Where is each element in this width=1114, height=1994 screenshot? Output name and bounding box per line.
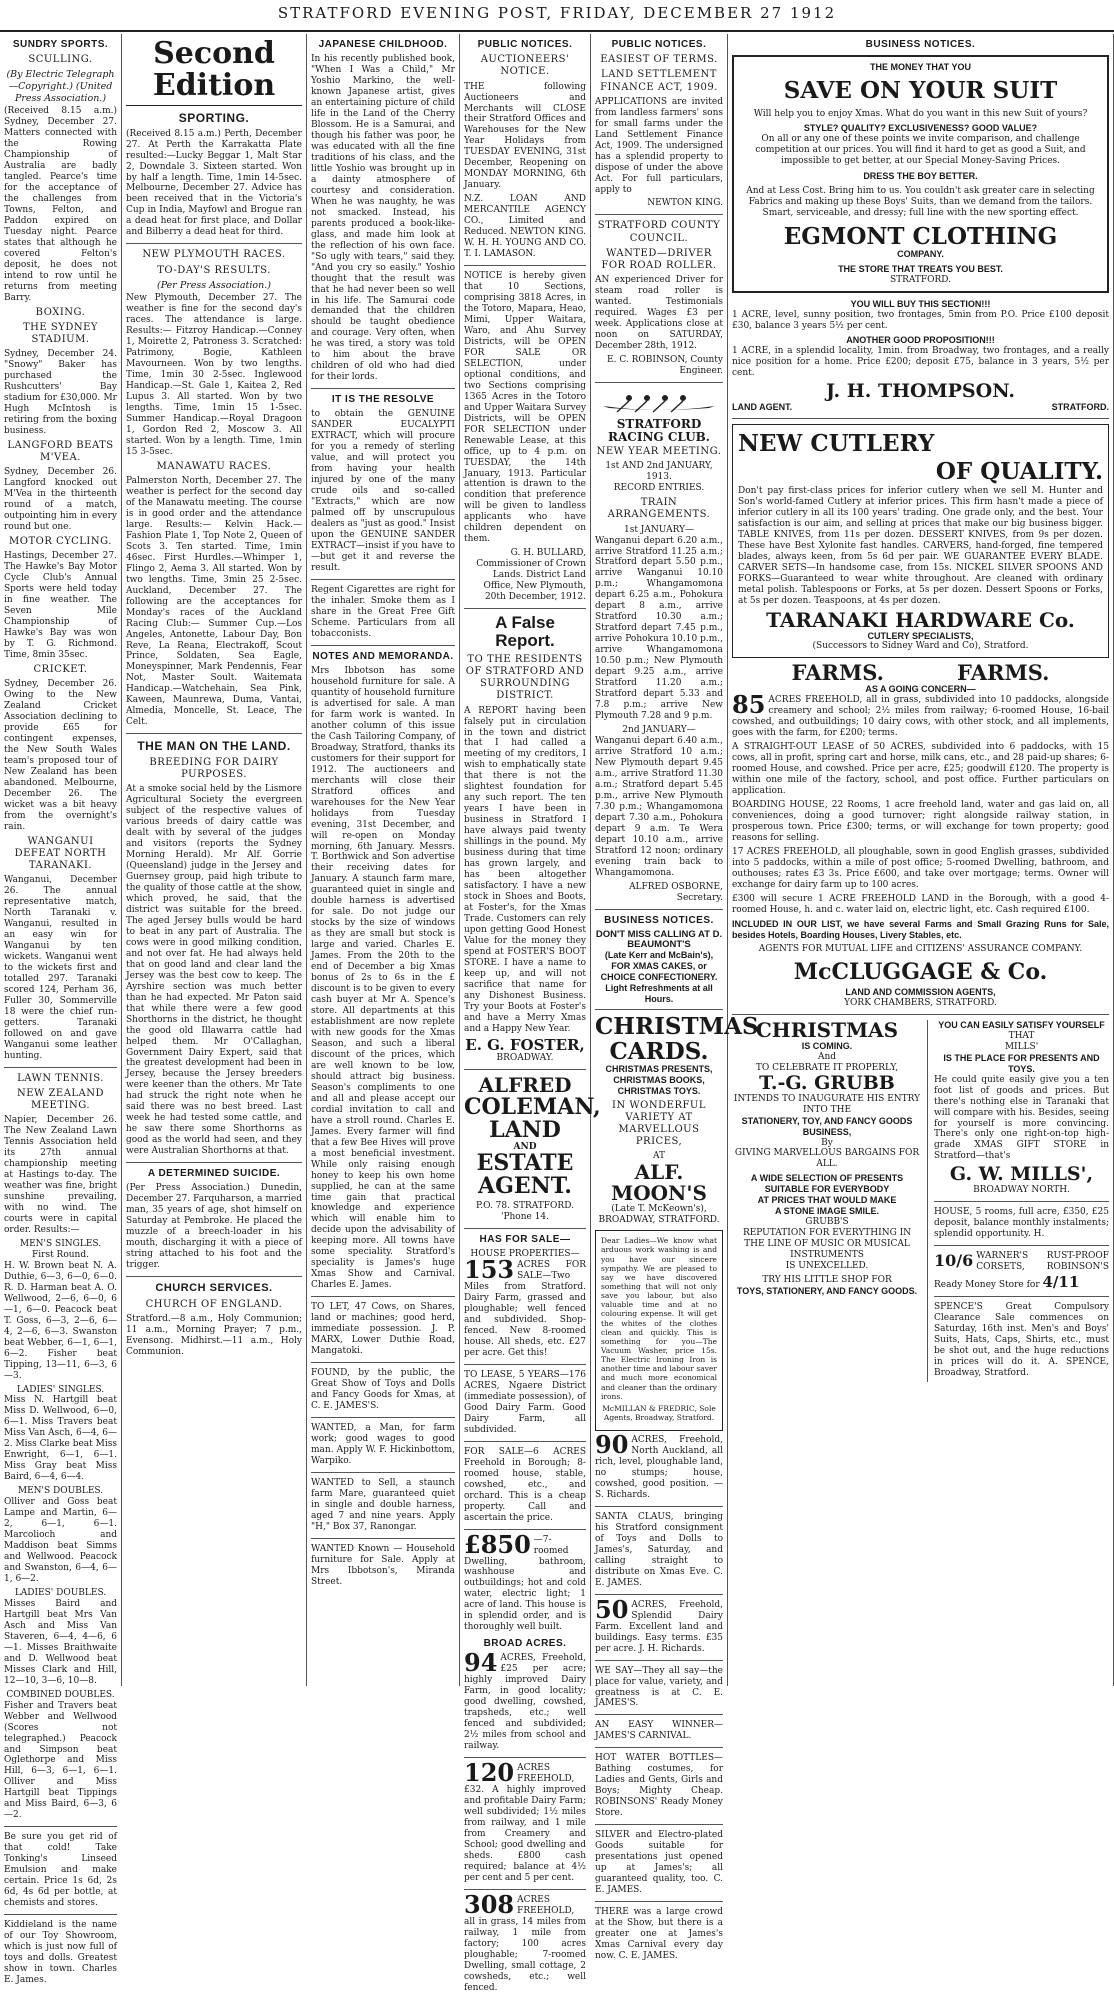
divider: [595, 1747, 723, 1748]
listing-text: ACRES, Freehold, Splendid Dairy Farm. Excellent land and buildings. Easy terms. £35 per acre. J. H. Richards.: [595, 1599, 723, 1654]
advert-body: IS THE PLACE FOR PRESENTS AND TOYS.: [943, 1052, 1100, 1074]
advert-kicker: AS A GOING CONCERN—: [865, 684, 976, 695]
advert-body: A STONE IMAGE SMILE.: [774, 1206, 879, 1217]
advert-kicker: DRESS THE BOY BETTER.: [863, 171, 978, 182]
listing-number: 90: [595, 1430, 629, 1460]
classified-ad: WANTED, a Man, for farm work; good wages to good man. Apply W. F. Hickinbottom, Warpiko.: [311, 1422, 455, 1466]
subheading: MANAWATU RACES.: [156, 460, 272, 472]
advert-body: 1 ACRE, in a splendid locality, 1min. from Broadway, two frontages, and a really nice position for a home. Price £200; deposit £75, balance in 3 years, 5½ per cent.: [732, 345, 1109, 378]
article-body: At a smoke social held by the Lismore Agricultural Society the evergreen subject of the respective values of various breeds of dairy cattle was dealt with by several of the judges and visitors (reports the Sydney Morning Herald). Mr Alf. Gorrie (Queensland) judge in the Jersey and Guernsey group, paid high tribute to the quality of those cattle at the show, which proved, he said, that the district was suitable for the breed. The aged Jersey bulls would be hard to beat in any part of Australia. The cows were in good milking condition, and not over fat. He had always held that on good land and clear land the Jersey was the best cow to keep. The Ayrshire section was much better than he had expected. Mr Paton said that while there were a few good Shorthorns in the district, he thought the good old Illawarra cattle had helped them. Mr O'Callaghan, Government Dairy Expert, said that the greatest development had been in Jersey, because the Jersey breeders were keener than the others. Mr Tate had struck the right note when he said there was no best breed. Last week he had tested some cattle, and he saw there some Shorthorns as good as the world had seen, and they were Australian Shorthorns at that.: [126, 784, 302, 1157]
classified-ad: TO LET, 47 Cows, on Shares, land or machines; good herd, immediate possession. J. P. MARX, Lower Duthie Road, Mangatoki.: [311, 1302, 455, 1357]
column-business-notices: [728, 34, 1114, 1686]
article-body: Mrs Ibbotson has some household furniture for sale. A quantity of household furniture is advertised for sale. A man for farm work is wanted. In another column of this issue the Cash Tailoring Company, of Broadway, Stratford, thanks its customers for their support for 1912. The auctioneers and merchants will close their Stratford offices and warehouses for the New Year holidays from Tuesday evening, 31st December, and will re-open on Monday morning, 6th January. Messrs. T. Borthwick and Son advertise their receiving dates for January. A staunch farm mare, guaranteed quiet in single and double harness is advertised for sale. Do not judge our stocks by the size of windows as they are small but stock is large and varied. Charles E. James. From the 20th to the end of December a big Xmas bonus of 2s to 6s in the £ discount is to be given to every cash buyer at Mr A. Spence's store. All departments at this establishment are now replete with new goods for the Xmas Season, and such a liberal discount of the prices, which are well known to be low, should attract big business. Season's compliments to one and all and please accept our cordial invitation to call and have a stroll round. Charles E. James. Every farmer will find that a few Bee Hives will prove a most beneficial investment. While only raising enough honey to keep his own home supplied, he can at the same time gain that practical knowledge and experience which will enable him to decide upon the advisability of keeping more. All towns have some speciality. Stratford's speciality is James's huge Xmas Show and Carnival. Charles E. James.: [311, 666, 455, 1291]
results-body: Miss N. Hartgill beat Miss D. Wellwood, 6—0, 6—1. Miss Travers beat Miss Van Asch, 6—4, 6—2. Miss Clarke beat Miss Enwright, 6—1, 6—1. Miss Gray beat Miss Baird, 6—4, 6—4.: [4, 1395, 117, 1483]
results-heading: LADIES' SINGLES.: [16, 1384, 105, 1395]
timetable-body: Wanganui depart 6.20 a.m., arrive Stratford 11.25 a.m.; Stratford depart 5.50 p.m., arrive Wanganui 10.10 p.m.; Whangamomona depart 6.25 a.m., Pohokura depart 8 a.m., arrive Stratford 10.30 a.m.; Stratford depart 7.45 p.m., arrive Pohokura 10.10 p.m., arrive Whangamomona 10.50 p.m.; New Plymouth depart 9.25 a.m., arrive Stratford 11.20 a.m.; Stratford depart 5.33 and 7.8 p.m.; arrive New Plymouth 7.28 and 9 p.m.: [595, 535, 723, 722]
subheading: HOUSE PROPERTIES—: [470, 1249, 580, 1260]
advert-body: A REPORT having been falsely put in circulation in the town and district that I had called a meeting of my creditors, I wish to emphatically state that there is not the slightest foundation for any such report. The ten years I have been in business in Stratford I have always paid twenty shillings in the pound. My business during that time has grown largely, and has been altogether satisfactory. I have a new stock in Shoes and Boots, at Foster's, for the Xmas Trade. Customers can rely upon getting Good Honest Value for the money they spend at FOSTER'S BOOT STORE. I have a name to keep up, and will not sacrifice that name for any Dishonest Business. Try your Boots at Foster's and have a Merry Xmas and a Happy New Year.: [464, 705, 586, 1034]
advert-address: BROADWAY NORTH.: [973, 1185, 1070, 1196]
results-heading: COMBINED DOUBLES.: [6, 1689, 115, 1700]
advert-body: AGENTS FOR MUTUAL LIFE and CITIZENS' ASSURANCE COMPANY.: [758, 943, 1083, 954]
advert-name: EGMONT CLOTHING: [783, 223, 1058, 251]
advert-name: TARANAKI HARDWARE Co.: [766, 607, 1075, 632]
results-body: H. W. Brown beat N. A. Duthie, 6—3, 6—0, 6—0. R. D. Harman beat A. O. Wellwood, 2—6, 6—0, 6—1, 6—0. Peacock beat T. Goss, 6—3, 2—6, 6—4, 2—6, 6—3. Swanston beat Webber, 6—1, 6—1, 6—2. Fisher beat Tipping, 13—11, 6—3, 6—3.: [4, 1260, 117, 1381]
timetable-body: Wanganui depart 6.40 a.m., arrive Stratford 10 a.m.; New Plymouth depart 9.45 a.m., arrive Stratford 11.30 a.m.; Stratford depart 5.45 p.m., arrive New Plymouth 7.30 p.m.; Whangamomona depart 7.30 a.m., Pohokura depart 9 a.m. Te Wera depart 10.10 a.m., arrive Stratford 12 noon; ordinary evening train back to Whangamomona.: [595, 735, 723, 878]
advert-body: IN WONDERFUL VARIETY AT MARVELLOUS PRICES,: [612, 1099, 706, 1148]
subheading: LANGFORD BEATS M'VEA.: [7, 439, 114, 464]
listing-number: 50: [595, 1594, 629, 1624]
notice-signature: E. C. ROBINSON, County Engineer.: [607, 354, 723, 376]
column-japanese-childhood: [307, 34, 460, 1686]
listing-text: ACRES FOR SALE—Two Miles from Stratford. Dairy Farm, grassed and ploughable; well fenced and subdivided. Shop-fenced. New 8-roomed house. All sheds, etc. £27 per acre. Get this!: [464, 1260, 586, 1358]
advert-footer: [732, 402, 1109, 413]
results-body: Misses Baird and Hartgill beat Mrs Van Asch and Miss Van Staveren, 6—4, 4—6, 6—1. Misses Braithwaite and D. Wellwood beat Misses Clark and Hill, 12—10, 3—6, 10—8.: [4, 1598, 117, 1686]
divider: [464, 1441, 586, 1442]
advert-name: G. W. MILLS',: [949, 1163, 1094, 1186]
racing-club-title: STRATFORD RACING CLUB.: [608, 416, 710, 444]
section-heading: CHURCH SERVICES.: [155, 1282, 273, 1295]
article-body: Sydney, December 26. Langford knocked out M'Vea in the thirteenth round of a match, outpointing him in every round but one.: [4, 467, 117, 533]
subheading: STRATFORD COUNTY COUNCIL.: [597, 220, 721, 244]
advert-body: to obtain the GENUINE SANDER EUCALYPTI EXTRACT, which will procure for you a remedy of sterling value, and will protect you from having your health injured by one of the many crude oils and so-called "Extracts," which are now palmed off by unscrupulous dealers as "just as good." Insist upon the GENUINE SANDER EXTRACT—insist if you have to—but get it and reverse the result.: [311, 409, 455, 573]
classified-ad: HOUSE, 5 rooms, full acre, £350, £25 deposit, balance monthly instalments; splendid opportunity. H.: [934, 1207, 1109, 1240]
results-heading: MEN'S SINGLES.: [19, 1238, 102, 1249]
advert-headline: A False Report.: [495, 613, 555, 650]
divider: [464, 1228, 586, 1229]
bottom-ads-row: [732, 1017, 1109, 1382]
section-heading: PUBLIC NOTICES.: [611, 39, 707, 50]
divider: [464, 1364, 586, 1365]
corset-ad: [934, 1251, 1109, 1291]
advert-kicker: ANOTHER GOOD PROPOSITION!!!: [846, 334, 995, 345]
divider: [126, 243, 302, 244]
listing-number: 153: [464, 1255, 515, 1285]
listing-text: WARNER'S RUST-PROOF CORSETS, ROBINSON'S Ready Money Store for: [934, 1251, 1109, 1291]
article-body: Wanganui, December 26. The annual representative match, North Taranaki v. Wanganui, resulted in an easy win for Wanganui by ten wickets. Wanganui went to the wickets first and totalled 297. Taranaki scored 124, Perham 36, Fuller 30, Sommerville 18 were the chief run-getters. Taranaki followed on and gave Wanganui some leather hunting.: [4, 875, 117, 1061]
divider: [126, 733, 302, 734]
advert-kicker: YOU CAN EASILY SATISFY YOURSELF: [938, 1019, 1105, 1030]
notice-body: NOTICE is hereby given that 10 Sections, comprising 3818 Acres, in the Totoro, Mapara, Heao, Mimi, Upper Waitara, Waro, and Ahu Survey Districts, will be OPEN FOR SALE OR SELECTION, under optional conditions, and two Sections comprising 1365 Acres in the Totoro and Upper Waitara Survey Districts, will be OPEN FOR SELECTION under Renewable Lease, at this office, up to 4 p.m. on TUESDAY, the 14th January, 1913. Particular attention is drawn to the condition that preference will be given to landless applicants who have children dependent on them.: [464, 271, 586, 545]
source-line: (Per Press Association.): [157, 279, 271, 291]
divider: [126, 1162, 302, 1163]
listing-number: 10/6: [934, 1251, 974, 1271]
subheading: WANTED—DRIVER FOR ROAD ROLLER.: [601, 247, 717, 271]
section-heading: BUSINESS NOTICES.: [865, 39, 976, 50]
meeting-dates: 1st AND 2nd JANUARY, 1913.: [605, 461, 713, 483]
divider: [595, 1506, 723, 1507]
classified-ad: HOT WATER BOTTLES—Bathing costumes, for Ladies and Gents, Girls and Boys; Mighty Cheap. ROBINSONS' Ready Money Store.: [595, 1753, 723, 1819]
advert-body: STATIONERY, TOY, AND FANCY GOODS BUSINESS,: [741, 1115, 913, 1137]
results-heading: MEN'S DOUBLES.: [17, 1486, 104, 1497]
advert-body: He could quite easily give you a ten foot list of goods and prices. But there's nothing else in Taranaki that will compare with his. Besides, seeing for yourself is more convincing. There's only one right-on-top high-grade XMAS GIFT STORE in Stratford—that's: [934, 1074, 1109, 1162]
advert-body: TOYS, STATIONERY, AND FANCY GOODS.: [736, 1286, 918, 1297]
divider: [595, 214, 723, 215]
notice-body: AN experienced Driver for steam road roller is wanted. Testimonials required. Wages £3 per week. Applications close at noon on SATURDAY, December 28th, 1912.: [595, 275, 723, 351]
subheading: WANGANUI DEFEAT NORTH TARANAKI.: [14, 835, 107, 872]
article-body: Palmerston North, December 27. The weather is perfect for the second day of the Manawatu meeting. The course is in good order and the attendance large. Results:— Kelvin Hack.—Fashion Plate 1, Top Note 2, Queen of Scots 3. Ten started. Time, 1min 46sec. First Hurdles.—Whimper 1, Flingo 2, Aema 3. All started. Won by two lengths. Time, 3min 25 2-5sec. Auckland, December 27. The following are the acceptances for Monday's races of the Auckland Racing Club:— Summer Cup.—Los Angeles, Antonette, Labour Day, Bon Reve, La Reana, Electrakoff, Scout Prince, Soldaten, Sea Eagle, Moneyspinner, Mark Pendennis, Fear Not, Master Soult. Waitemata Handicap.—Watchehain, Sea Pink, Kaween, Maunrewa, Duma, Vantai, Almedia, Moncelle, St. Leace, The Celt.: [126, 475, 302, 728]
divider: [595, 1824, 723, 1825]
results-heading: LADIES' DOUBLES.: [14, 1587, 107, 1598]
section-heading: BROAD ACRES.: [483, 1638, 567, 1650]
cutlery-advert-box: [732, 424, 1109, 659]
edition-title: Second Edition: [126, 38, 302, 106]
divider: [311, 1538, 455, 1539]
divider: [126, 1276, 302, 1277]
advert-body: GRUBB'S: [805, 1217, 849, 1228]
subheading: TRAIN ARRANGEMENTS.: [607, 497, 711, 521]
advert-body: INTENDS TO INAUGURATE HIS ENTRY INTO THE: [733, 1093, 921, 1115]
coleman-line: ALFRED: [478, 1073, 572, 1098]
advert-body: CHRISTMAS PRESENTS, CHRISTMAS BOOKS, CHRISTMAS TOYS.: [605, 1063, 713, 1096]
listing-text: INCLUDED IN OUR LIST, we have several Farms and Small Grazing Runs for Sale, besides Hotels, Boarding Houses, Livery Stables, etc.: [732, 918, 1109, 940]
article-body: Hastings, December 27. The Hawke's Bay Motor Cycle Club's Annual Sports were held today in fine weather. The Seven Mile Championship of Hawke's Bay was won by T. G. Richmond. Time, 8min 35sec.: [4, 551, 117, 660]
advert-address: (Successors to Sidney Ward and Co), Stratford.: [812, 641, 1029, 652]
article-body: Sydney, December 26. Owing to the New Zealand Cricket Association declining to provide £65 for contingent expenses, the New South Wales team's proposed tour of New Zealand has been abandoned. Melbourne, December 26. The wicket was a bit heavy from the overnight's rain.: [4, 679, 117, 832]
timetable-date: 1st JANUARY—: [623, 524, 695, 535]
divider: [4, 1914, 117, 1915]
advert-body: THAT: [1008, 1030, 1035, 1041]
advert-headline: CHRISTMAS CARDS.: [595, 1013, 759, 1065]
advert-body: 1 ACRE, level, sunny position, two frontages, 5min from P.O. Price £100 deposit £30, balance 3 years 5½ per cent.: [732, 310, 1109, 331]
article-body: In his recently published book, "When I Was a Child," Mr Yoshio Markino, the well-known Japanese artist, gives an entertaining picture of child life in the Land of the Cherry Blossom. He is a Samurai, and though his father was poor, he was educated with all the fine traditions of his class, and the little Yoshio was brought up in a dainty atmosphere of courtesy and consideration. When he was naughty, he was not smacked. Instead, his parents produced a book-like-glass, and made him look at the reflection of his own face. "So ugly with tears," said they. "And you cry so easily." Yoshio thought that the result was that he had never been so well in his life. The Samurai code demanded that the children should be taught obedience and courage. Very often, when he was tired, a story was told to him about the brave children of old who had died for their lords.: [311, 54, 455, 383]
classified-ad: THERE was a large crowd at the Show, but there is a greater one at James's Xmas Carnival every day now. C. E. JAMES.: [595, 1907, 723, 1961]
subheading: NEW PLYMOUTH RACES.: [142, 249, 286, 261]
divider: [934, 1201, 1109, 1202]
advert-name: T.-G. GRUBB: [759, 1071, 895, 1094]
subheading: RECORD ENTRIES.: [613, 483, 705, 494]
article-body: (Per Press Association.) Dunedin, December 27. Farquharson, a married man, 35 years of age, shot himself on Saturday at Pembroke. He placed the muzzle of a breech-loader in his mouth, discharging it with a piece of string attached to his foot and the trigger.: [126, 1183, 302, 1271]
advert-address: (Late T. McKeown's), BROADWAY, STRATFORD.: [598, 1204, 720, 1226]
coleman-line: LAND: [489, 1117, 561, 1144]
listing-text: ACRES FREEHOLD, £32. A highly improved and profitable Dairy Farm; well subdivided; 1½ miles from railway, and 1 mile from Creamery and School; good dwelling and sheds. £800 cash required; balance at 4½ per cent and 5 per cent.: [464, 1763, 586, 1883]
mills-advert: [934, 1020, 1109, 1382]
divider: [311, 1362, 455, 1363]
classified-ad: WANTED Known — Household furniture for Sale. Apply at Mrs Ibbotson's, Miranda Street.: [311, 1543, 455, 1587]
source-line: (By Electric Telegraph—Copyright.) (United Press Association.): [6, 69, 115, 104]
section-heading: NOTES AND MEMORANDA.: [312, 650, 454, 662]
section-heading: SPORTING.: [178, 111, 250, 125]
advert-body: CUTLERY SPECIALISTS,: [867, 630, 974, 641]
subheading: MOTOR CYCLING.: [9, 536, 112, 548]
classified-ad: AN EASY WINNER—JAMES'S CARNIVAL.: [595, 1720, 723, 1742]
article-body: (Received 8.15 a.m.) Perth, December 27. At Perth the Karrakatta Plate resulted:—Lucky Beggar 1, Malt Star 2, Downdale 3. Sixteen started. Won by half a length. Time, 1min 14-5sec. Melbourne, December 27. Advice has been received that in the Victoria's Cup in India, Mayfowl and Brogue ran a dead heat for first place, and Dollar and Bilberry a dead heat for third.: [126, 128, 302, 238]
listing-text: —7-roomed Dwelling, bathroom, washhouse and outbuildings; hot and cold water, electric light; 1 acre of land. This house is in splendid order, and is thoroughly well built.: [464, 1534, 586, 1633]
results-body: Fisher and Travers beat Webber and Wellwood (Scores not telegraphed.) Peacock and Simpson beat Oglethorpe and Miss Hill, 6—3, 6—1, 6—1. Olliver and Miss Hartgill beat Tippings and Miss Baird, 6—3, 6—2.: [4, 1700, 117, 1821]
divider: [732, 418, 1109, 419]
listing-text: FOR SALE—6 ACRES Freehold in Borough; 8-roomed house, stable, cowshed, etc., and orchard. This is a cheap property. Call and ascertain the price.: [464, 1446, 586, 1523]
divider: [595, 1714, 723, 1715]
advert-body: GIVING MARVELLOUS BARGAINS FOR ALL.: [734, 1148, 920, 1170]
coleman-line: ESTATE: [476, 1149, 574, 1176]
subheading: SCULLING.: [28, 54, 93, 66]
advert-body: And: [817, 1051, 837, 1062]
section-heading: SUNDRY SPORTS.: [12, 39, 109, 50]
subheading: AUCTIONEERS' NOTICE.: [480, 54, 570, 78]
advert-name: ALF. MOON'S: [611, 1160, 707, 1206]
subheading: TO THE RESIDENTS OF STRATFORD AND SURROUNDING DISTRICT.: [465, 653, 585, 702]
advert-address: STRATFORD.: [1051, 401, 1109, 412]
divider: [595, 382, 723, 383]
subheading: LAWN TENNIS.: [17, 1072, 104, 1084]
masthead: STRATFORD EVENING POST, FRIDAY, DECEMBER 27 1912: [0, 4, 1114, 32]
listing-text: ACRES, Freehold, North Auckland, all rich, level, ploughable land, no stumps; house, cowshed, good position. — S. Richards.: [595, 1435, 723, 1500]
listing: [464, 1758, 586, 1884]
classified-ad: Kiddieland is the name of our Toy Showroom, which is just now full of toys and dolls. Greatest show in town. Charles E. James.: [4, 1920, 117, 1985]
egmont-advert-box: [732, 55, 1109, 293]
timetable-date: 2nd JANUARY—: [622, 725, 696, 735]
advert-slogan: THE STORE THAT TREATS YOU BEST.: [838, 264, 1003, 275]
listing-text: BOARDING HOUSE, 22 Rooms, 1 acre freehold land, water and gas laid on, all conveniences, doing a good turnover; right alongside railway station, in prosperous town. Price £300; terms, or will exchange for town property; good reasons for selling.: [732, 800, 1109, 844]
classified-ad: WE SAY—They all say—the place for value, variety, and greatness is at C. E. JAMES'S.: [595, 1665, 723, 1709]
subheading: BOXING.: [35, 306, 86, 318]
notice-signature: NEWTON KING.: [647, 198, 723, 209]
classified-ad: SILVER and Electro-plated Goods suitable for presentations just opened up at James's; all guaranteed quality, too. C. E. JAMES.: [595, 1830, 723, 1896]
advert-body: Don't pay first-class prices for inferior cutlery when we sell M. Hunter and Son's world-famed Cutlery at inferior prices. This firm hasn't made a piece of inferior cutlery in all its 100 years' trading. One grade only, and the best. Your satisfaction is our aim, and selling at prices that make our big business bigger. TABLE KNIVES, from 11s per dozen. DESSERT KNIVES, from 9s per dozen. These have Best Xylonite fast handles. CARVERS, hand-forged, fine tempered blades, always keen, from 5s 6d per pair. WE GUARANTEE EVERY BLADE. CARVER SETS—In handsome case, from 15s. NICKEL SILVER SPOONS AND FORKS—Guaranteed to wear white throughout. Are cleaned with ordinary metal polish. Tablespoons or Forks, at 5s per dozen. Dessert Spoons or Forks, at 5s per dozen. Teaspoons, at 4s per dozen.: [738, 485, 1103, 606]
listing-number: £850: [464, 1529, 531, 1559]
results-heading: First Round.: [32, 1249, 89, 1260]
divider: [464, 265, 586, 266]
subheading: TO-DAY'S RESULTS.: [157, 264, 271, 276]
divider: [595, 1901, 723, 1902]
divider: [311, 579, 455, 580]
advert-headline: DON'T MISS CALLING AT D. BEAUMONT'S: [595, 928, 723, 950]
coleman-line: AND: [513, 1141, 537, 1152]
advert-body: MILLS': [1004, 1041, 1039, 1052]
advert-body: IS UNEXCELLED.: [785, 1261, 869, 1272]
advert-body: By: [821, 1137, 833, 1148]
advert-name: J. H. THOMPSON.: [826, 379, 1015, 402]
section-heading: THE MAN ON THE LAND.: [137, 739, 291, 754]
notice-signature: ALFRED OSBORNE, Secretary.: [629, 881, 723, 903]
classified-ad: SANTA CLAUS, bringing his Stratford consignment of Toys and Dolls to James's, Saturday, and calling straight to distribute on Xmas Eve. C. E. JAMES.: [595, 1511, 723, 1588]
advert-body: On all or any one of these points we invite comparison, and challenge competition at our prices. You will find it hard to get as good a Suit, and impossible to get better, at our Special Money-Saving Prices.: [755, 134, 1086, 167]
advert-body: And at Less Cost. Bring him to us. You couldn't ask greater care in selecting Fabrics and making up these Boys' Suits, than we demand from the tailors. Smart, serviceable, and dressy; full line with the new sporting effect.: [746, 186, 1095, 219]
advert-signature: McMILLAN & FREDRIC, Sole Agents, Broadway, Stratford.: [602, 1403, 716, 1422]
subheading: NEW YEAR MEETING.: [596, 446, 722, 458]
rowing-crew-illustration: [599, 388, 719, 414]
advert-kicker: STYLE? QUALITY? EXCLUSIVENESS? GOOD VALUE?: [803, 123, 1038, 134]
advert-headline: SAVE ON YOUR SUIT: [783, 77, 1058, 105]
advert-body: TO CELEBRATE IT PROPERLY,: [755, 1062, 899, 1073]
notice-firms: N.Z. LOAN AND MERCANTILE AGENCY CO., Limited and Reduced. NEWTON KING. W. H. H. YOUNG AND CO. T. I. LAMASON.: [464, 194, 586, 260]
advert-headline: OF QUALITY.: [935, 457, 1103, 485]
divider: [934, 1245, 1109, 1246]
advert-body: Dear Ladies—We know what arduous work washing is and you have our sincere sympathy. We are pleased to say we have discovered something that will not only save you labour, but also valuable time and at no colouring expense. It will get the whites of the clothes clean and quickly. This is something for you—The Vacuum Washer, price 15s. The Electric Ironing Iron is another time and labour saver and much more economical and cleaner than the ordinary irons.: [601, 1236, 717, 1401]
divider: [934, 1296, 1109, 1297]
advert-signature: E. G. FOSTER,: [465, 1035, 585, 1054]
subheading: CHURCH OF ENGLAND.: [145, 1298, 283, 1310]
subheading: THE SYDNEY STADIUM.: [23, 321, 98, 345]
grubb-advert: [732, 1017, 928, 1382]
section-heading: HAS FOR SALE—: [479, 1234, 571, 1246]
divider: [464, 1069, 586, 1070]
listing: [464, 1648, 586, 1752]
listing-text: TO LEASE, 5 YEARS—176 ACRES, Ngaere District (immediate possession), of Good Dairy Farm. Good Dairy Farm, all subdivided.: [464, 1369, 586, 1435]
listing-number: 308: [464, 1889, 515, 1919]
results-body: Olliver and Goss beat Lampe and Martin, 6—2, 6—1, 6—1. Marcolioch and Maddison beat Simms and Wellwood. Peacock and Swanston, 6—4, 6—1, 6—2.: [4, 1497, 117, 1584]
article-body: Sydney, December 24. "Snowy" Baker has purchased the Rushcutters' Bay stadium for £30,000. Mr Hugh McIntosh is retiring from the boxing business.: [4, 349, 117, 436]
notice-body: APPLICATIONS are invited from landless farmers' sons for small farms under the Land Settlement Finance Act, 1909. The undersigned has a splendid property to dispose of under the above Act. For full particulars, apply to: [595, 96, 723, 195]
listing: [464, 1529, 586, 1634]
classified-ad: FOUND, by the public, the Great Show of Toys and Dolls and Fancy Goods for Xmas, at C. E. JAMES'S.: [311, 1368, 455, 1411]
advert-address: STRATFORD.: [889, 275, 952, 286]
divider: [4, 1826, 117, 1827]
section-heading: BUSINESS NOTICES.: [604, 914, 714, 926]
advert-headline: CHRISTMAS: [755, 1017, 899, 1042]
column-sundry-sports: [0, 34, 122, 1985]
advert-body: TRY HIS LITTLE SHOP FOR: [762, 1275, 892, 1286]
article-body: New Plymouth, December 27. The weather is fine for the second day's races. The attendance is large. Results:— Fitzroy Handicap.—Conney 1, Moirette 2, Patroness 3. Scratched: Patrimony, Bogie, Kathleen Mavourneen. Won by two lengths. Time, 1min 30 2-5sec. Inglewood Handicap.—St. Gale 1, Kaitea 2, Red Lupus 3. All started. Won by two lengths. Time, 1min 15 1-5sec. Summer Handicap.—Royal Dragoon 1, Gordon Red 2, Moscow 3. All started. Won by a length. Time, 1min 15 3-5sec.: [126, 293, 302, 457]
article-body: (Received 8.15 a.m.) Sydney, December 27. Matters connected with the Rowing Championship of Australia are badly tangled. Pearce's time for the acceptance of the challenges from Towns, Felton, and Paddon expired on Tuesday night. Pearce states that although he covered Felton's deposit, he does not intend to row until he returns from meeting Barry.: [4, 106, 117, 303]
divider: [732, 1014, 1109, 1015]
listing-number: 94: [464, 1648, 498, 1678]
subheading: BREEDING FOR DAIRY PURPOSES.: [149, 756, 279, 781]
advert-body: Will help you to enjoy Xmas. What do you want in this new Suit of yours?: [753, 109, 1088, 120]
advert-body: COMPANY.: [897, 249, 944, 260]
divider: [311, 1296, 455, 1297]
divider: [595, 909, 723, 910]
listing-text: £300 will secure 1 ACRE FREEHOLD LAND in the Borough, with a good 4-roomed House, h. and c. water laid on, electric light, etc. Cash required £100.: [732, 893, 1109, 915]
advert-body: LAND AND COMMISSION AGENTS,: [845, 986, 996, 997]
column-second-edition: [122, 34, 307, 1686]
listing: [464, 1255, 586, 1359]
section-heading: JAPANESE CHILDHOOD.: [318, 39, 448, 50]
classified-ad: Be sure you get rid of that cold! Take Tonking's Linseed Emulsion and make certain. Price 1s 6d, 2s 6d, 4s 6d per bottle, at chemists and stores.: [4, 1832, 117, 1909]
washer-advert-box: [595, 1230, 723, 1431]
listing: [464, 1889, 586, 1994]
listing-text: A STRAIGHT-OUT LEASE of 50 ACRES, subdivided into 6 paddocks, with 15 cows, all in profit, spring cart and horse, milk cans, etc., and 28 paid-up shares; 6-roomed House, and cowshed. Price per acre, £25; goodwill £120. The property is within one mile of the factory, school, and post office. Further particulars on application.: [732, 742, 1109, 797]
advert-body: REPUTATION FOR EVERYTHING IN THE LINE OF MUSIC OR MUSICAL INSTRUMENTS: [742, 1228, 912, 1261]
advert-kicker: YOU WILL BUY THIS SECTION!!!: [850, 299, 991, 310]
advert-body: AT PRICES THAT WOULD MAKE: [757, 1195, 897, 1206]
classified-ad: WANTED to Sell, a staunch farm Mare, guaranteed quiet in single and double harness, aged 7 and nine years. Apply "H," Box 37, Ranongar.: [311, 1477, 455, 1532]
column-public-notices-1: [460, 34, 601, 1993]
advert-body: AT: [652, 1151, 665, 1162]
divider: [311, 1472, 455, 1473]
advert-body: IS COMING.: [801, 1040, 853, 1051]
advert-address: BROADWAY.: [496, 1053, 554, 1064]
section-heading: A DETERMINED SUICIDE.: [147, 1168, 281, 1180]
divider: [595, 1009, 723, 1010]
subheading: CRICKET.: [33, 663, 88, 675]
listing-text: ACRES, Freehold, £25 per acre; highly improved Dairy Farm, in good locality; good dwelling, cowshed, trapsheds, etc.; well fenced and subdivided; 2½ miles from school and railway.: [464, 1653, 586, 1752]
price: 4/11: [1042, 1273, 1080, 1292]
listing: [595, 1430, 723, 1501]
listing-text: ACRES FREEHOLD, all in grass, subdivided into 10 paddocks, alongside creamery and school; 2½ miles from railway; 6-roomed House, 16-bail cowshed, and outbuildings; 10 dairy cows, with other stock, and all implements, goes with the farm, for £200; terms.: [732, 695, 1109, 739]
divider: [464, 608, 586, 609]
listing-text: ACRES FREEHOLD, all in grass, 14 miles from railway, 1 mile from factory; 100 acres ploughable; 7-roomed Dwelling, small cottage, 2 cowsheds, etc.; well fenced.: [464, 1894, 586, 1993]
advert-body: Regent Cigarettes are right for the inhaler. Smoke them as I share in the Great Free Gift Scheme. Particulars from all tobacconists.: [311, 584, 455, 639]
subheading: LAND SETTLEMENT FINANCE ACT, 1909.: [600, 69, 718, 93]
advert-address: P.O. 78. STRATFORD. 'Phone 14.: [476, 1201, 574, 1223]
subheading: EASIEST OF TERMS.: [600, 54, 718, 66]
advert-headline: FARMS. FARMS.: [791, 660, 1050, 686]
listing: [595, 1594, 723, 1655]
advert-headline: NEW CUTLERY: [738, 429, 935, 457]
divider: [311, 388, 455, 389]
advert-role: LAND AGENT.: [732, 401, 793, 412]
listing-number: 120: [464, 1758, 515, 1788]
article-body: Stratford.—8 a.m., Holy Communion; 11 a.m., Morning Prayer; 7 p.m., Evensong. Midhirst.—11 a.m., Holy Communion.: [126, 1313, 302, 1357]
classified-ad: SPENCE'S Great Compulsory Clearance Sale commences on Saturday, 16th inst. Men's and Boys' Suits, Hats, Caps, Shirts, etc., must be shot out, and the huge reductions in prices will do it. A. SPENCE, Broadway, Stratford.: [934, 1302, 1109, 1379]
notice-body: THE following Auctioneers and Merchants will CLOSE their Stratford Offices and Warehouses for the New Year Holidays from TUESDAY EVENING, 31st December, Reopening on MONDAY MORNING, 6th January.: [464, 81, 586, 191]
advert-kicker: THE MONEY THAT YOU: [869, 62, 971, 73]
listing-number: 85: [732, 690, 766, 720]
advert-body: (Late Kerr and McBain's), FOR XMAS CAKES, or CHOICE CONFECTIONERY. Light Refreshments at all Hours.: [600, 949, 718, 1004]
coleman-line: COLEMAN,: [464, 1094, 601, 1121]
divider: [4, 1067, 117, 1068]
section-heading: PUBLIC NOTICES.: [477, 39, 573, 50]
notice-signature: G. H. BULLARD, Commissioner of Crown Lands. District Land Office, New Plymouth, 20th December, 1912.: [476, 548, 586, 603]
article-body: Napier, December 26. The New Zealand Lawn Tennis Association held its 27th annual championship meeting at Hastings to-day. The weather was fine, bright sunshine prevailing, with no wind. The courts were in capital order. Results:—: [4, 1115, 117, 1235]
advert-body: A WIDE SELECTION OF PRESENTS SUITABLE FOR EVERYBODY: [750, 1173, 904, 1195]
advert-address: YORK CHAMBERS, STRATFORD.: [844, 997, 997, 1008]
section-heading: IT IS THE RESOLVE: [331, 394, 435, 406]
divider: [595, 1660, 723, 1661]
advert-name: McCLUGGAGE & Co.: [793, 958, 1048, 985]
subheading: NEW ZEALAND MEETING.: [16, 1087, 105, 1112]
divider: [311, 645, 455, 646]
listing-text: 17 ACRES FREEHOLD, all ploughable, sown in good English grasses, subdivided into 5 paddocks, within a mile of post office; 5-roomed Dwelling, bathroom, and outhouses; rates £3 3s. Price £600, and take over mortgage; terms. Owner will exchange for dairy farm up to 100 acres.: [732, 847, 1109, 890]
listing: [732, 690, 1109, 739]
coleman-line: AGENT.: [478, 1173, 572, 1200]
divider: [311, 1417, 455, 1418]
